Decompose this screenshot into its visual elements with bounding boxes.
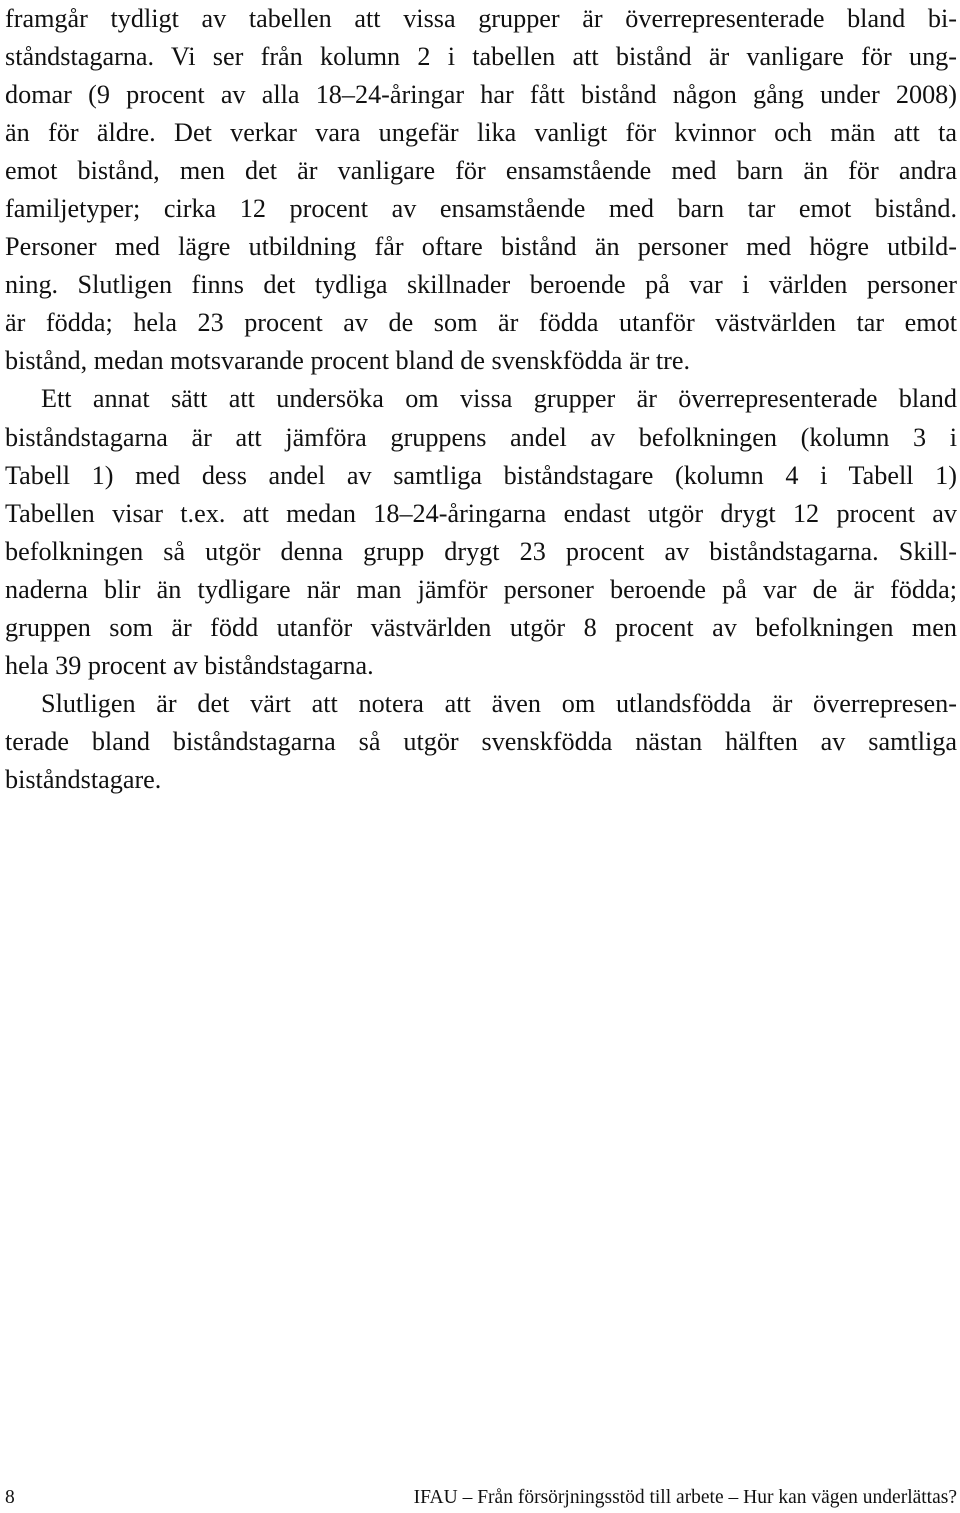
page-footer xyxy=(5,1483,957,1513)
text-line: ning. Slutligen finns det tydliga skillnader beroende på var i världen personer xyxy=(5,270,957,300)
text-line: befolkningen så utgör denna grupp drygt 23 procent av biståndstagarna. Skill- xyxy=(5,536,957,566)
text-line: gruppen som är född utanför västvärlden utgör 8 procent av befolkningen men xyxy=(5,612,957,642)
document-page xyxy=(5,0,957,799)
text-line: Slutligen är det värt att notera att även om utlandsfödda är överrepresen- xyxy=(41,688,957,718)
text-line: Tabellen visar t.ex. att medan 18–24-åringarna endast utgör drygt 12 procent av xyxy=(5,498,957,528)
text-line: Tabell 1) med dess andel av samtliga biståndstagare (kolumn 4 i Tabell 1) xyxy=(5,460,957,490)
text-line: ståndstagarna. Vi ser från kolumn 2 i tabellen att bistånd är vanligare för ung- xyxy=(5,42,957,72)
paragraph-1 xyxy=(5,0,957,380)
text-line: domar (9 procent av alla 18–24-åringar har fått bistånd någon gång under 2008) xyxy=(5,80,957,110)
text-line: än för äldre. Det verkar vara ungefär lika vanligt för kvinnor och män att ta xyxy=(5,118,957,148)
text-line: biståndstagare. xyxy=(5,764,162,794)
text-line: familjetyper; cirka 12 procent av ensamstående med barn tar emot bistånd. xyxy=(5,194,957,224)
paragraph-2 xyxy=(5,380,957,684)
text-line: är födda; hela 23 procent av de som är födda utanför västvärlden tar emot xyxy=(5,308,957,338)
paragraph-3 xyxy=(5,685,957,799)
text-line: terade bland biståndstagarna så utgör svenskfödda nästan hälften av samtliga xyxy=(5,726,957,756)
text-line: bistånd, medan motsvarande procent bland de svenskfödda är tre. xyxy=(5,346,691,376)
text-line: Ett annat sätt att undersöka om vissa grupper är överrepresenterade bland xyxy=(41,384,957,414)
text-line: biståndstagarna är att jämföra gruppens andel av befolkningen (kolumn 3 i xyxy=(5,422,957,452)
text-line: framgår tydligt av tabellen att vissa grupper är överrepresenterade bland bi- xyxy=(5,4,957,33)
running-title: IFAU – Från försörjningsstöd till arbete – Hur kan vägen underlättas? xyxy=(413,1487,957,1508)
page-number: 8 xyxy=(5,1487,15,1508)
text-line: Personer med lägre utbildning får oftare bistånd än personer med högre utbild- xyxy=(5,232,957,262)
text-line: hela 39 procent av biståndstagarna. xyxy=(5,650,374,680)
text-line: emot bistånd, men det är vanligare för ensamstående med barn än för andra xyxy=(5,156,957,186)
text-line: naderna blir än tydligare när man jämför personer beroende på var de är födda; xyxy=(5,574,957,604)
